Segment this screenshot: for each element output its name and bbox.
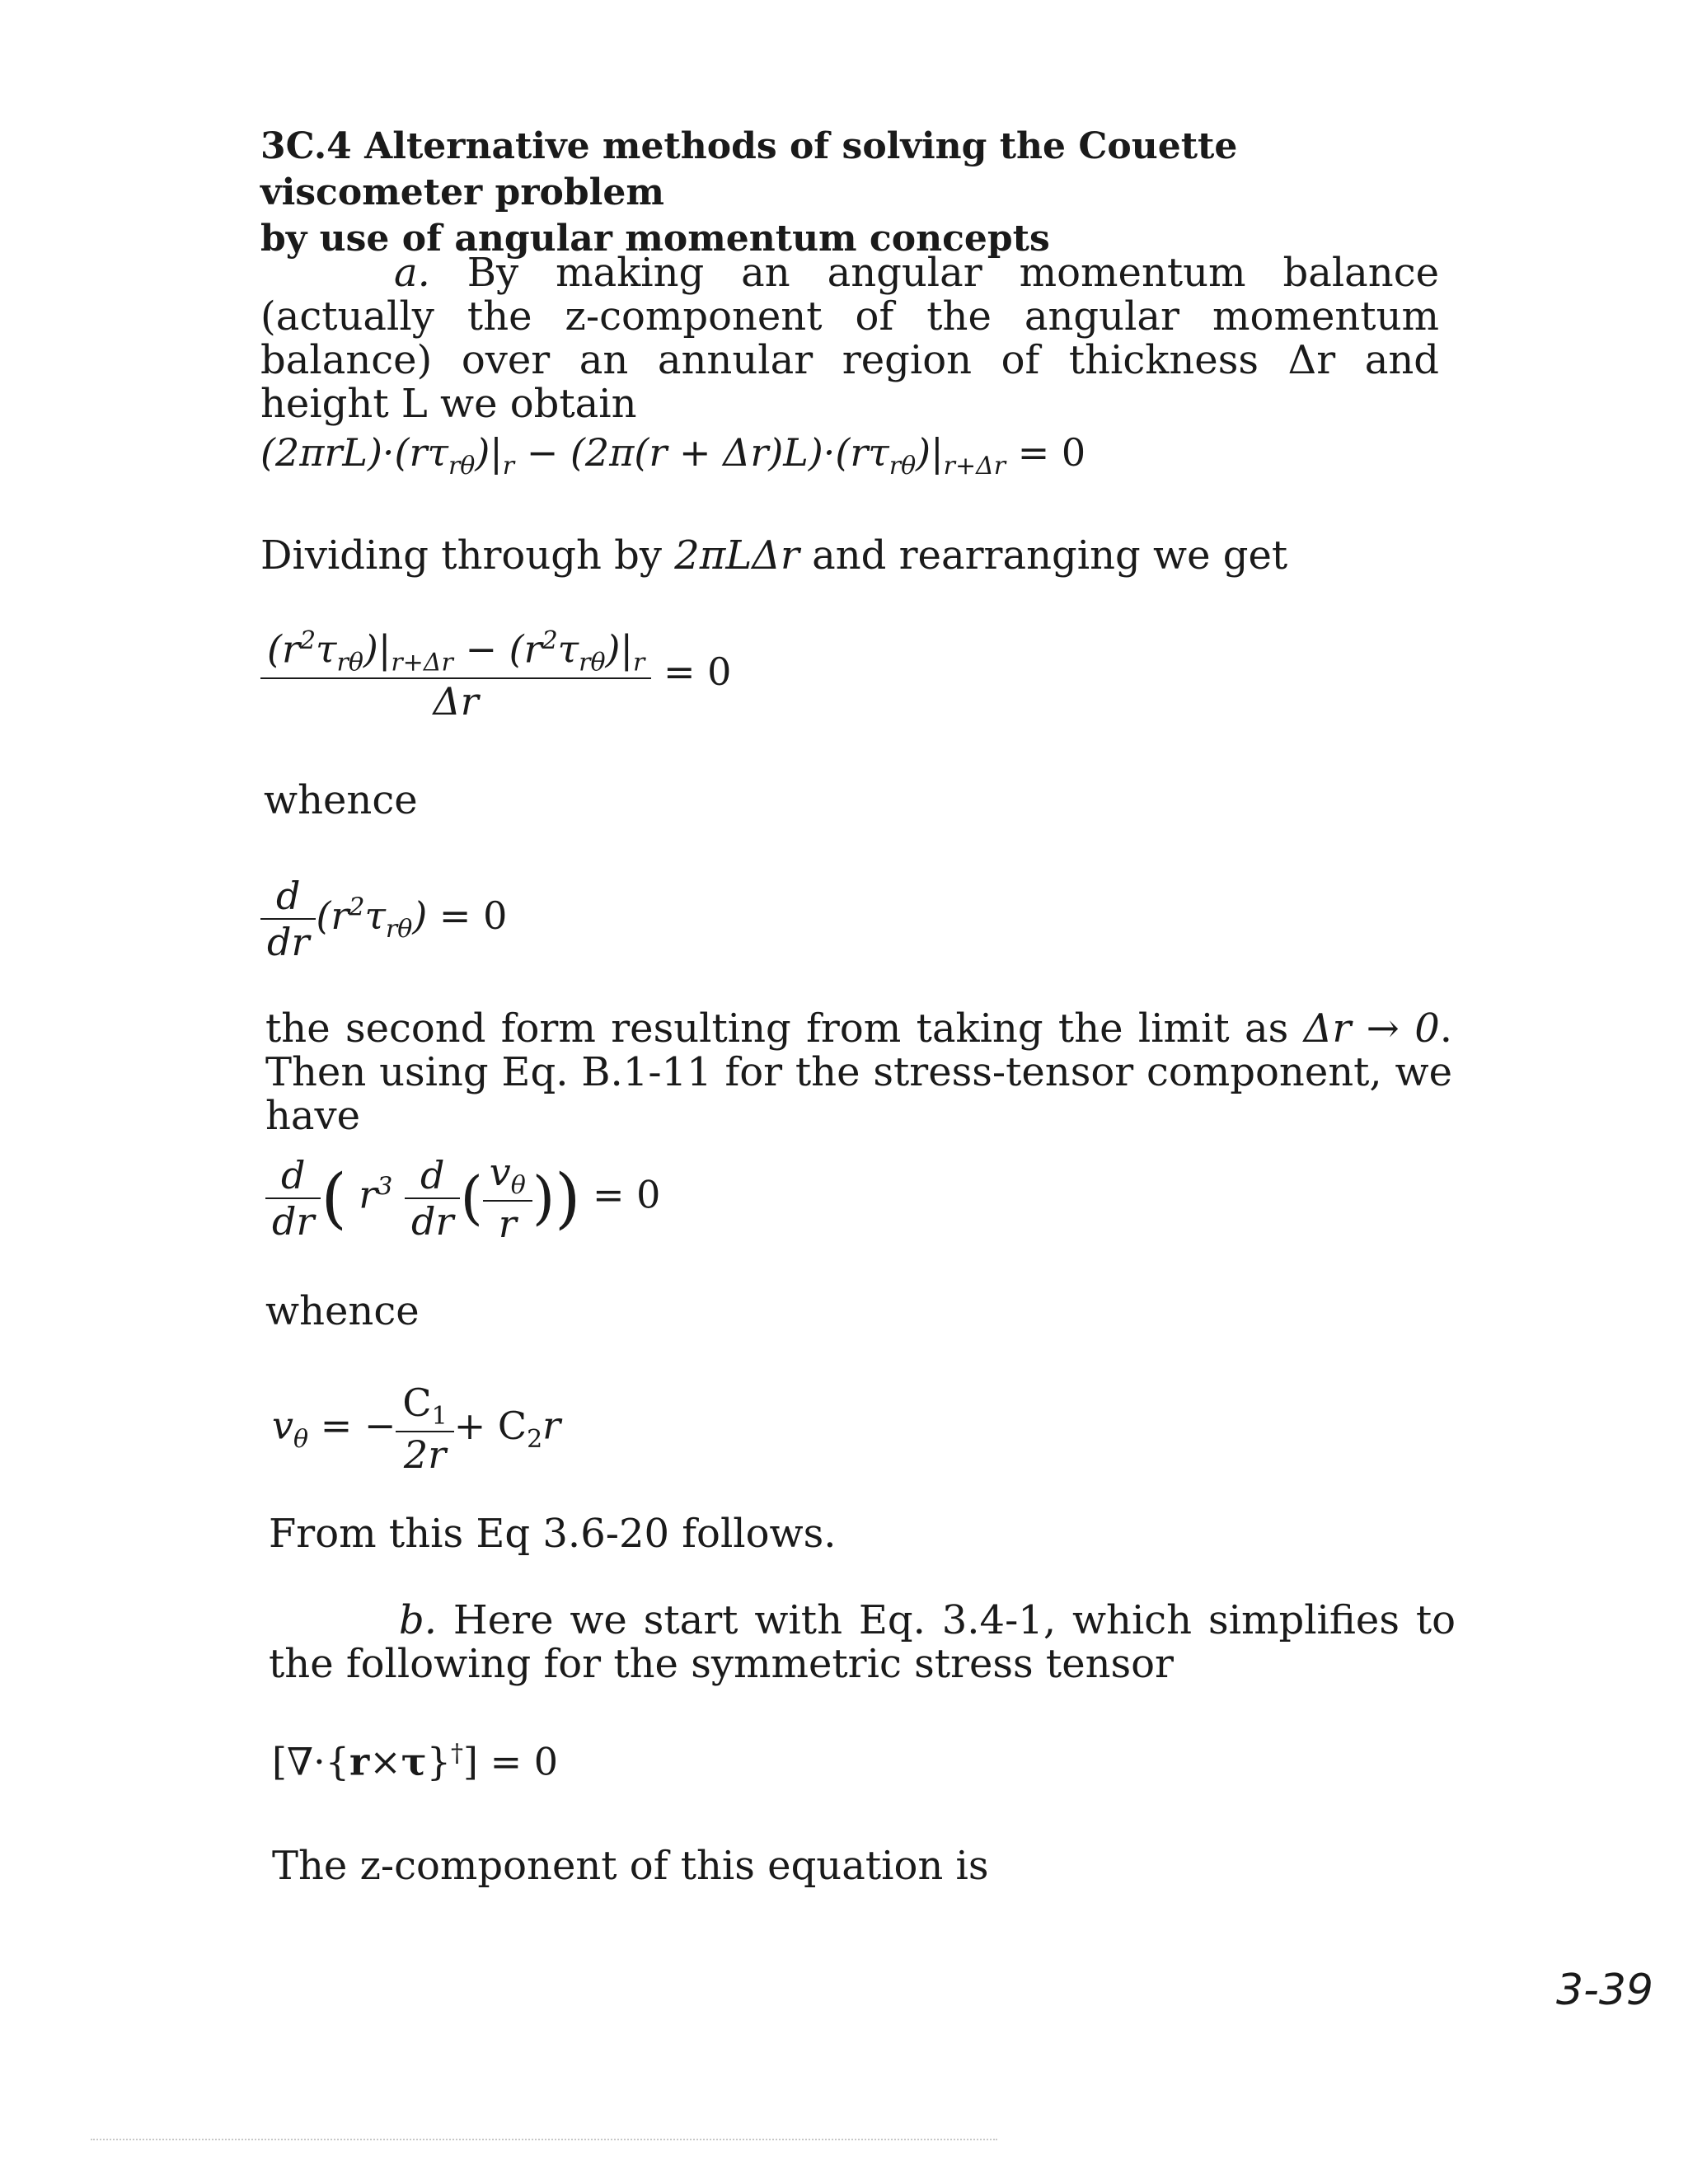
balance-rhs: = 0 xyxy=(1017,430,1086,475)
whence-1: whence xyxy=(264,777,418,823)
difference-quotient-fraction: $\frac{(r^2\tau_{r\theta})|_{r+\Delta r} - (r^2\tau_{r\theta})|_r}{\Delta r}$ xyxy=(260,626,651,724)
part-a-intro xyxy=(260,251,1439,426)
equation-difference-quotient xyxy=(260,626,731,724)
z-component-text: The z-component of this equation is xyxy=(272,1843,989,1889)
part-a-intro-text: By making an angular momentum balance (actually the z-component of the angular momentum balance) over an annular region of thickness Δr and height L we obtain xyxy=(260,250,1439,427)
balance-eval-r: r xyxy=(502,452,515,481)
dividing-text xyxy=(260,534,1287,578)
part-b-intro-text: Here we start with Eq. 3.4-1, which simplifies to the following for the symmetric stress tensor xyxy=(269,1597,1456,1687)
dividing-quantity: 2πLΔr xyxy=(674,532,799,579)
equation-solution: $v_\theta$ = − $\frac{C_1}{2r}$ + $C_2r$ xyxy=(272,1380,561,1478)
dividing-suffix: and rearranging we get xyxy=(812,532,1288,579)
limit-text-prefix: the second form resulting from taking the limit as xyxy=(265,1005,1289,1052)
part-b-marker: b. xyxy=(399,1597,437,1643)
from-this-text: From this Eq 3.6-20 follows. xyxy=(269,1511,837,1557)
limit-text-suffix: . Then using Eq. B.1-11 for the stress-tensor component, we have xyxy=(265,1005,1452,1139)
whence-2: whence xyxy=(265,1288,420,1334)
equation-derivative: $\frac{d}{dr}$ $(r^2\tau_{r\theta}) = 0$ xyxy=(260,874,507,964)
heading-line-2: by use of angular momentum concepts xyxy=(260,218,1050,260)
limit-quantity: Δr → 0 xyxy=(1303,1005,1440,1052)
heading-line-1: 3C.4 Alternative methods of solving the Couette viscometer problem xyxy=(260,125,1238,213)
section-heading xyxy=(260,124,1464,262)
balance-left-term: (2πrL)·(rτ xyxy=(260,430,448,475)
limit-paragraph xyxy=(265,1007,1452,1138)
equation-balance: $(2\pi rL)\cdot(r\tau_{r\theta})|_r - (2\pi(r + \Delta r)L)\cdot(r\tau_{r\theta})|_{r+\Delta r} = 0$ xyxy=(260,430,1086,481)
part-b-intro xyxy=(269,1599,1456,1686)
page-number: 3-39 xyxy=(1556,1966,1654,2015)
equation-ode: $\frac{d}{dr}$ ( $r^3$ $\frac{d}{dr}$ ( $\frac{v_\theta}{r}$ )) = 0 xyxy=(265,1150,660,1246)
difference-quotient-den: Δr xyxy=(433,678,479,724)
scan-artifact-line xyxy=(91,2139,997,2140)
difference-quotient-rhs: = 0 xyxy=(663,649,732,694)
balance-eval-rdr: r+Δr xyxy=(943,452,1006,481)
balance-right-term: (2π(r + Δr)L)·(rτ xyxy=(570,430,889,475)
equation-divergence: [∇·{r×τ}†] = 0 xyxy=(272,1739,558,1784)
dividing-prefix: Dividing through by xyxy=(260,532,662,579)
part-a-marker: a. xyxy=(394,250,430,296)
